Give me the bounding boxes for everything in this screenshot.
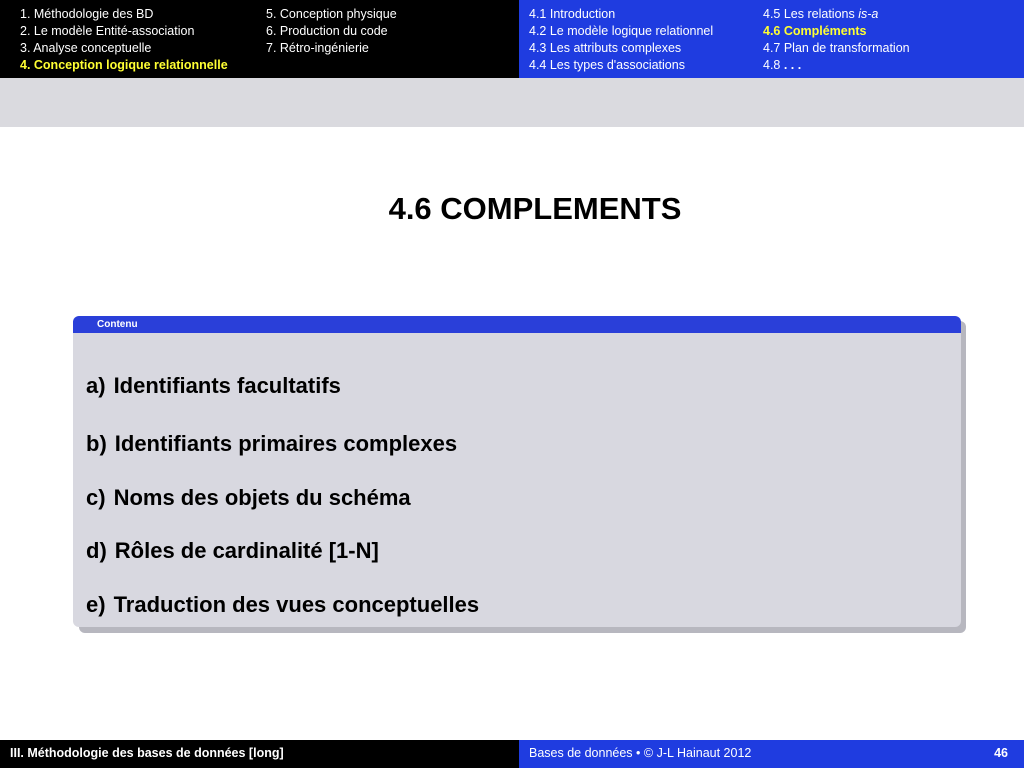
item-marker: e) [86,592,106,617]
footer-left [0,740,519,768]
nav-subsection-4-8-ellipsis: . . . [783,58,802,72]
nav-subsection-4-8[interactable] [763,57,910,74]
content-block-header: Contenu [73,316,961,333]
footer-credits [529,746,751,760]
nav-subsection-4-7[interactable]: 4.7 Plan de transformation [763,41,910,55]
sections-column-2 [266,6,397,57]
item-text: Traduction des vues conceptuelles [113,592,480,617]
item-marker: a) [86,373,106,398]
content-block [73,316,961,627]
nav-section-6[interactable]: 6. Production du code [266,24,388,38]
footer-bullet: • [636,746,641,760]
content-item-a [86,373,341,399]
item-marker: b) [86,431,107,456]
nav-section-3[interactable]: 3. Analyse conceptuelle [20,41,152,55]
nav-section-7[interactable]: 7. Rétro-ingénierie [266,41,369,55]
content-item-b [86,431,457,457]
sections-column-1 [20,6,228,74]
item-text: Identifiants primaires complexes [114,431,458,456]
slide-title: 4.6 COMPLEMENTS [388,191,682,226]
item-text: Identifiants facultatifs [113,373,341,398]
content-item-e [86,592,479,618]
nav-subsection-4-3[interactable]: 4.3 Les attributs complexes [529,41,682,55]
item-text: Noms des objets du schéma [113,485,411,510]
content-block-body [73,333,961,627]
content-item-c [86,485,411,511]
nav-section-5[interactable]: 5. Conception physique [266,7,397,21]
content-item-d [86,538,379,564]
subsections-column-2 [763,6,910,74]
item-marker: d) [86,538,107,563]
footer-right [519,740,1024,768]
nav-section-1[interactable]: 1. Méthodologie des BD [20,7,154,21]
footer-author: J-L Hainaut 2012 [656,746,752,760]
nav-subsection-4-2[interactable]: 4.2 Le modèle logique relationnel [529,24,714,38]
header-subsections-panel [519,0,1024,78]
footer-course-name: Bases de données [529,746,633,760]
header-band [0,78,1024,127]
nav-subsection-4-1[interactable]: 4.1 Introduction [529,7,616,21]
item-text: Rôles de cardinalité [1-N] [114,538,379,563]
nav-section-2[interactable]: 2. Le modèle Entité-association [20,24,195,38]
nav-subsection-4-5[interactable] [763,6,910,23]
nav-subsection-4-5-italic: is-a [858,7,879,21]
nav-subsection-4-4[interactable]: 4.4 Les types d'associations [529,58,685,72]
copyright-icon: © [643,746,654,760]
nav-subsection-4-5-prefix: 4.5 Les relations [763,7,859,21]
footer-course-title: III. Méthodologie des bases de données [long] [10,746,284,760]
item-marker: c) [86,485,106,510]
header-sections-panel [0,0,519,78]
subsections-column-1 [529,6,713,74]
nav-section-4-active[interactable]: 4. Conception logique relationnelle [20,58,228,72]
nav-subsection-4-6-active[interactable]: 4.6 Compléments [763,24,867,38]
nav-subsection-4-8-prefix: 4.8 [763,58,784,72]
footer-page-number: 46 [994,746,1008,760]
